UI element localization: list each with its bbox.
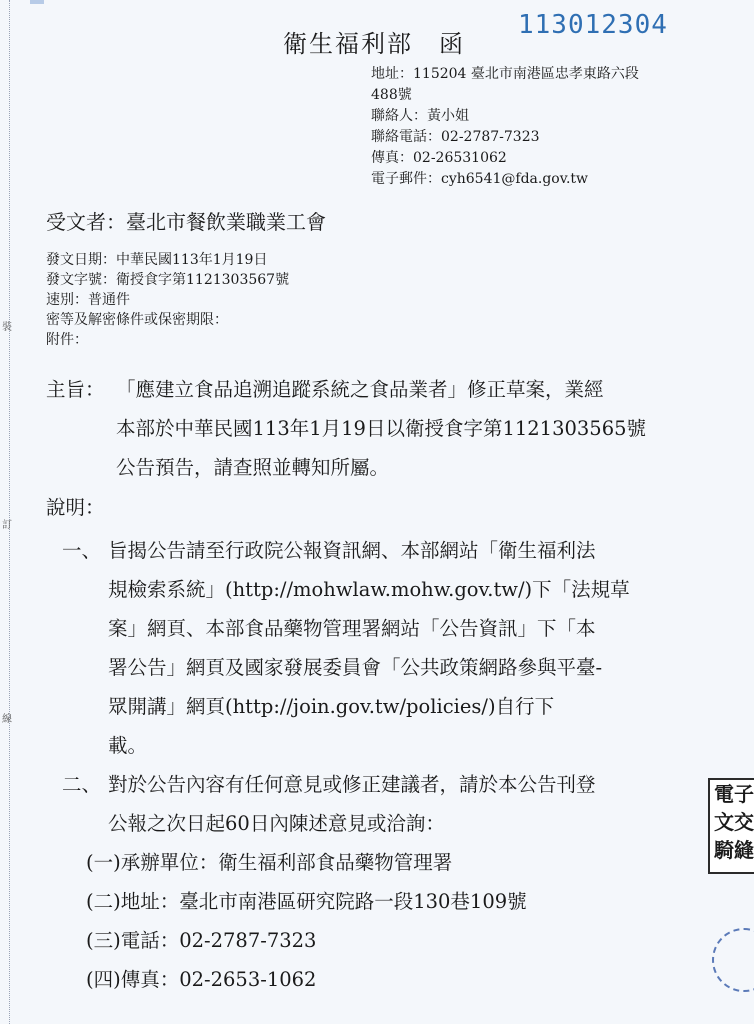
address-line2: 488號 (371, 87, 412, 103)
serial-number: 113012304 (518, 10, 668, 40)
subject-line: 本部於中華民國113年1月19日以衛授食字第1121303565號 (116, 417, 647, 440)
contact-email: 電子郵件：cyh6541@fda.gov.tw (371, 171, 589, 187)
secrecy-level: 密等及解密條件或保密期限： (46, 312, 228, 328)
explanation-label: 說明： (46, 496, 105, 519)
seal-line: 電子 (714, 782, 754, 806)
item-number: 二、 (62, 773, 102, 796)
attachments: 附件： (46, 332, 88, 348)
contact-subitem: (三)電話：02-2787-7323 (86, 929, 317, 952)
sender-info (371, 64, 639, 190)
binding-mark-zhuang: 裝 (2, 322, 12, 333)
electronic-seal-stamp (708, 778, 754, 874)
contact-subitem: (一)承辦單位：衛生福利部食品藥物管理署 (86, 851, 453, 874)
contact-subitem: (四)傳真：02-2653-1062 (86, 968, 317, 991)
issue-date: 發文日期：中華民國113年1月19日 (46, 252, 268, 268)
item1-line: 載。 (108, 734, 148, 757)
item1-line: 案」網頁、本部食品藥物管理署網站「公告資訊」下「本 (108, 617, 596, 640)
item1-line: 眾開講」網頁(http://join.gov.tw/policies/)自行下 (108, 695, 555, 718)
item1-line: 旨揭公告請至行政院公報資訊網、本部網站「衛生福利法 (108, 539, 596, 562)
address-line1: 地址：115204 臺北市南港區忠孝東路六段 (371, 66, 639, 82)
item2-line: 公報之次日起60日內陳述意見或洽詢： (108, 812, 445, 835)
binding-line (9, 0, 10, 1024)
seal-line: 騎縫 (714, 838, 754, 862)
contact-subitem: (二)地址：臺北市南港區研究院路一段130巷109號 (86, 890, 527, 913)
item1-line: 署公告」網頁及國家發展委員會「公共政策網路參與平臺- (108, 656, 603, 679)
seal-line: 文交 (714, 810, 754, 834)
document-title: 衛生福利部 函 (283, 30, 465, 58)
contact-fax: 傳真：02-26531062 (371, 150, 507, 166)
binding-mark-xian: 線 (2, 714, 12, 725)
document-meta (46, 250, 289, 350)
item1-line: 規檢索系統」(http://mohwlaw.mohw.gov.tw/)下「法規草 (108, 578, 630, 601)
subject-label: 主旨： (46, 378, 105, 401)
binding-mark-ding: 訂 (2, 520, 12, 531)
recipient: 受文者：臺北市餐飲業職業工會 (46, 210, 326, 234)
item-number: 一、 (62, 539, 102, 562)
contact-person: 聯絡人：黃小姐 (371, 108, 469, 124)
item2-line: 對於公告內容有任何意見或修正建議者，請於本公告刊登 (108, 773, 596, 796)
round-stamp-icon (712, 928, 754, 992)
document-number: 發文字號：衛授食字第1121303567號 (46, 272, 290, 288)
delivery-speed: 速別：普通件 (46, 292, 130, 308)
subject-line: 公告預告，請查照並轉知所屬。 (116, 456, 390, 479)
subject-line: 「應建立食品追溯追蹤系統之食品業者」修正草案，業經 (116, 378, 604, 401)
scan-mark (30, 0, 44, 4)
contact-phone: 聯絡電話：02-2787-7323 (371, 129, 540, 145)
